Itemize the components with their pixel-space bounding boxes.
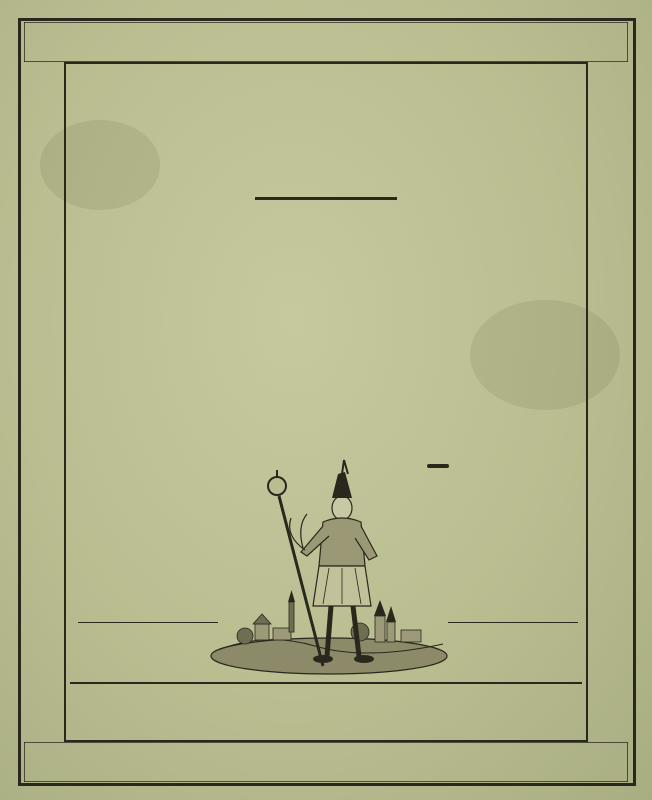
divider-rule	[255, 197, 397, 200]
ornament-border-bottom	[24, 742, 628, 782]
ornament-border-left	[22, 60, 62, 744]
ornament-border-right	[588, 60, 628, 744]
illustrations-note-left	[78, 622, 218, 676]
illustrations-note-right	[448, 622, 578, 676]
ornament-border-top	[24, 22, 628, 62]
footer-rule	[70, 682, 582, 684]
pilgrim-engraving	[205, 456, 453, 694]
